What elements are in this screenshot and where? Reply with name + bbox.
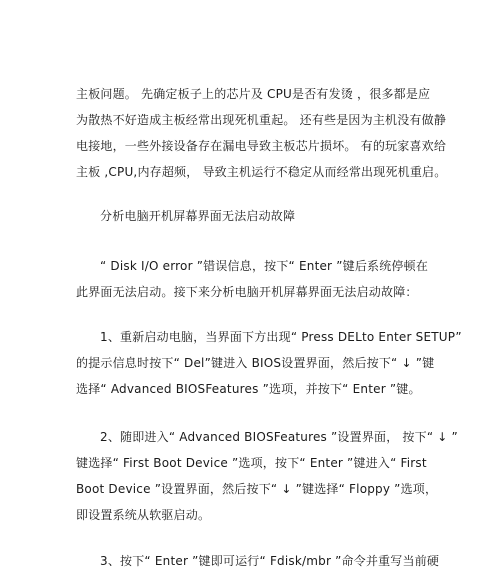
paragraph-3-line-1: “ Disk I/O error ”错误信息，按下“ Enter ”键后系统停顿在 [100, 259, 429, 273]
paragraph-5-line-1: 2、随即进入“ Advanced BIOSFeatures ”设置界面， 按下“ ↓ ” [100, 430, 458, 444]
paragraph-1-line-1: 主板问题。 先确定板子上的芯片及 CPU是否有发烫 ，很多都是应 [76, 87, 431, 101]
section-heading: 分析电脑开机屏幕界面无法启动故障 [100, 209, 296, 223]
paragraph-5-line-4: 即设置系统从软驱启动。 [76, 508, 211, 522]
paragraph-1-line-2: 为散热不好造成主板经常出现死机重起。 还有些是因为主机没有做静 [76, 113, 447, 127]
paragraph-3-line-2: 此界面无法启动。接下来分析电脑开机屏幕界面无法启动故障： [76, 285, 418, 299]
paragraph-5-line-2: 键选择“ First Boot Device ”选项，按下“ Enter ”键进入“ First [76, 456, 427, 470]
paragraph-6-line-1: 3、按下“ Enter ”键即可运行“ Fdisk/mbr ”命令并重写当前硬 [100, 554, 440, 568]
paragraph-4-line-3: 选择“ Advanced BIOSFeatures ”选项，并按下“ Enter ”键。 [76, 382, 421, 396]
paragraph-4-line-1: 1、重新启动电脑，当界面下方出现“ Press DELto Enter SETUP” [100, 330, 462, 344]
paragraph-4-line-2: 的提示信息时按下“ Del”键进入 BIOS设置界面，然后按下“ ↓ ”键 [76, 356, 435, 370]
paragraph-5-line-3: Boot Device ”设置界面，然后按下“ ↓ ”键选择“ Floppy ”选项， [76, 482, 438, 496]
paragraph-1-line-3: 电接地，一些外接设备存在漏电导致主板芯片损坏。 有的玩家喜欢给 [76, 139, 447, 153]
paragraph-1-line-4: 主板 ,CPU,内存超频， 导致主机运行不稳定从而经常出现死机重启。 [76, 165, 447, 179]
